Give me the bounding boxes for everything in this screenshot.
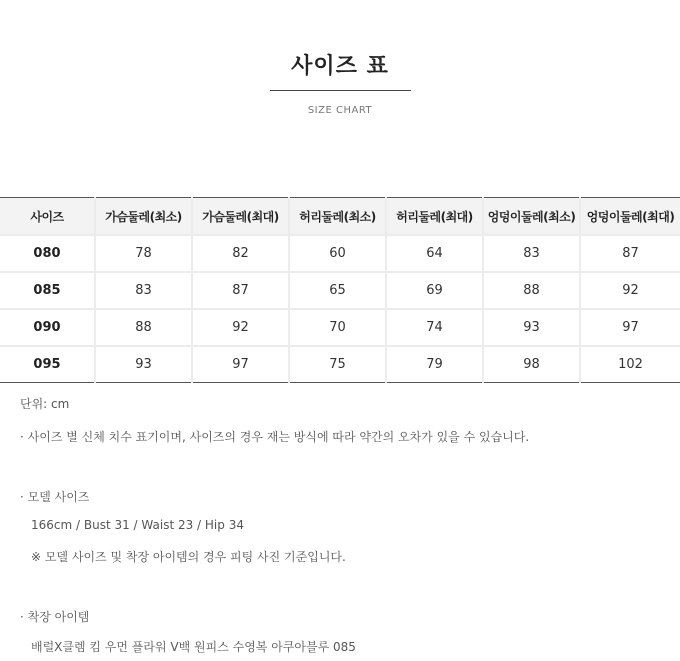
worn-item-heading: · 착장 아이템 xyxy=(20,610,90,624)
table-cell: 83 xyxy=(95,272,192,309)
column-header-hip-max: 엉덩이둘레(최대) xyxy=(580,198,680,236)
worn-item-text: 배럴X클렘 킴 우먼 플라워 V백 원피스 수영복 아쿠아블루 085 xyxy=(31,640,356,654)
column-header-size: 사이즈 xyxy=(0,198,95,236)
unit-note: 단위: cm xyxy=(20,397,70,411)
size-chart-table xyxy=(0,197,680,383)
title-divider xyxy=(270,90,411,91)
table-cell: 97 xyxy=(580,309,680,346)
column-header-waist-min: 허리둘레(최소) xyxy=(289,198,386,236)
model-size-heading: · 모델 사이즈 xyxy=(20,490,90,504)
page-title: 사이즈 표 xyxy=(291,54,389,79)
table-cell: 83 xyxy=(483,235,580,272)
column-header-chest-max: 가슴둘레(최대) xyxy=(192,198,289,236)
table-cell: 64 xyxy=(386,235,483,272)
table-row xyxy=(0,272,680,309)
table-cell: 93 xyxy=(483,309,580,346)
table-cell: 98 xyxy=(483,346,580,383)
table-cell: 65 xyxy=(289,272,386,309)
table-cell: 88 xyxy=(95,309,192,346)
table-cell: 97 xyxy=(192,346,289,383)
table-cell: 87 xyxy=(580,235,680,272)
table-cell: 93 xyxy=(95,346,192,383)
table-cell-size: 080 xyxy=(0,235,95,272)
table-cell-size: 085 xyxy=(0,272,95,309)
model-size-text: 166cm / Bust 31 / Waist 23 / Hip 34 xyxy=(31,518,244,532)
table-cell-size: 095 xyxy=(0,346,95,383)
table-cell: 75 xyxy=(289,346,386,383)
table-cell: 87 xyxy=(192,272,289,309)
page-subtitle: SIZE CHART xyxy=(307,105,373,116)
table-cell: 60 xyxy=(289,235,386,272)
table-header-row xyxy=(0,198,680,236)
table-cell: 79 xyxy=(386,346,483,383)
column-header-waist-max: 허리둘레(최대) xyxy=(386,198,483,236)
table-row xyxy=(0,309,680,346)
table-cell: 102 xyxy=(618,357,643,372)
table-cell: 92 xyxy=(580,272,680,309)
table-cell: 82 xyxy=(192,235,289,272)
table-cell: 74 xyxy=(386,309,483,346)
column-header-chest-min: 가슴둘레(최소) xyxy=(95,198,192,236)
table-row xyxy=(0,235,680,272)
table-cell: 88 xyxy=(483,272,580,309)
table-cell: 92 xyxy=(192,309,289,346)
table-cell: 78 xyxy=(95,235,192,272)
table-cell-size: 090 xyxy=(0,309,95,346)
table-cell: 69 xyxy=(386,272,483,309)
column-header-hip-min: 엉덩이둘레(최소) xyxy=(483,198,580,236)
measurement-disclaimer: · 사이즈 별 신체 치수 표기이며, 사이즈의 경우 재는 방식에 따라 약간의 오차가 있을 수 있습니다. xyxy=(20,430,530,444)
table-cell: 70 xyxy=(289,309,386,346)
table-row xyxy=(0,346,680,383)
model-size-note: ※ 모델 사이즈 및 착장 아이템의 경우 피팅 사진 기준입니다. xyxy=(31,550,346,564)
